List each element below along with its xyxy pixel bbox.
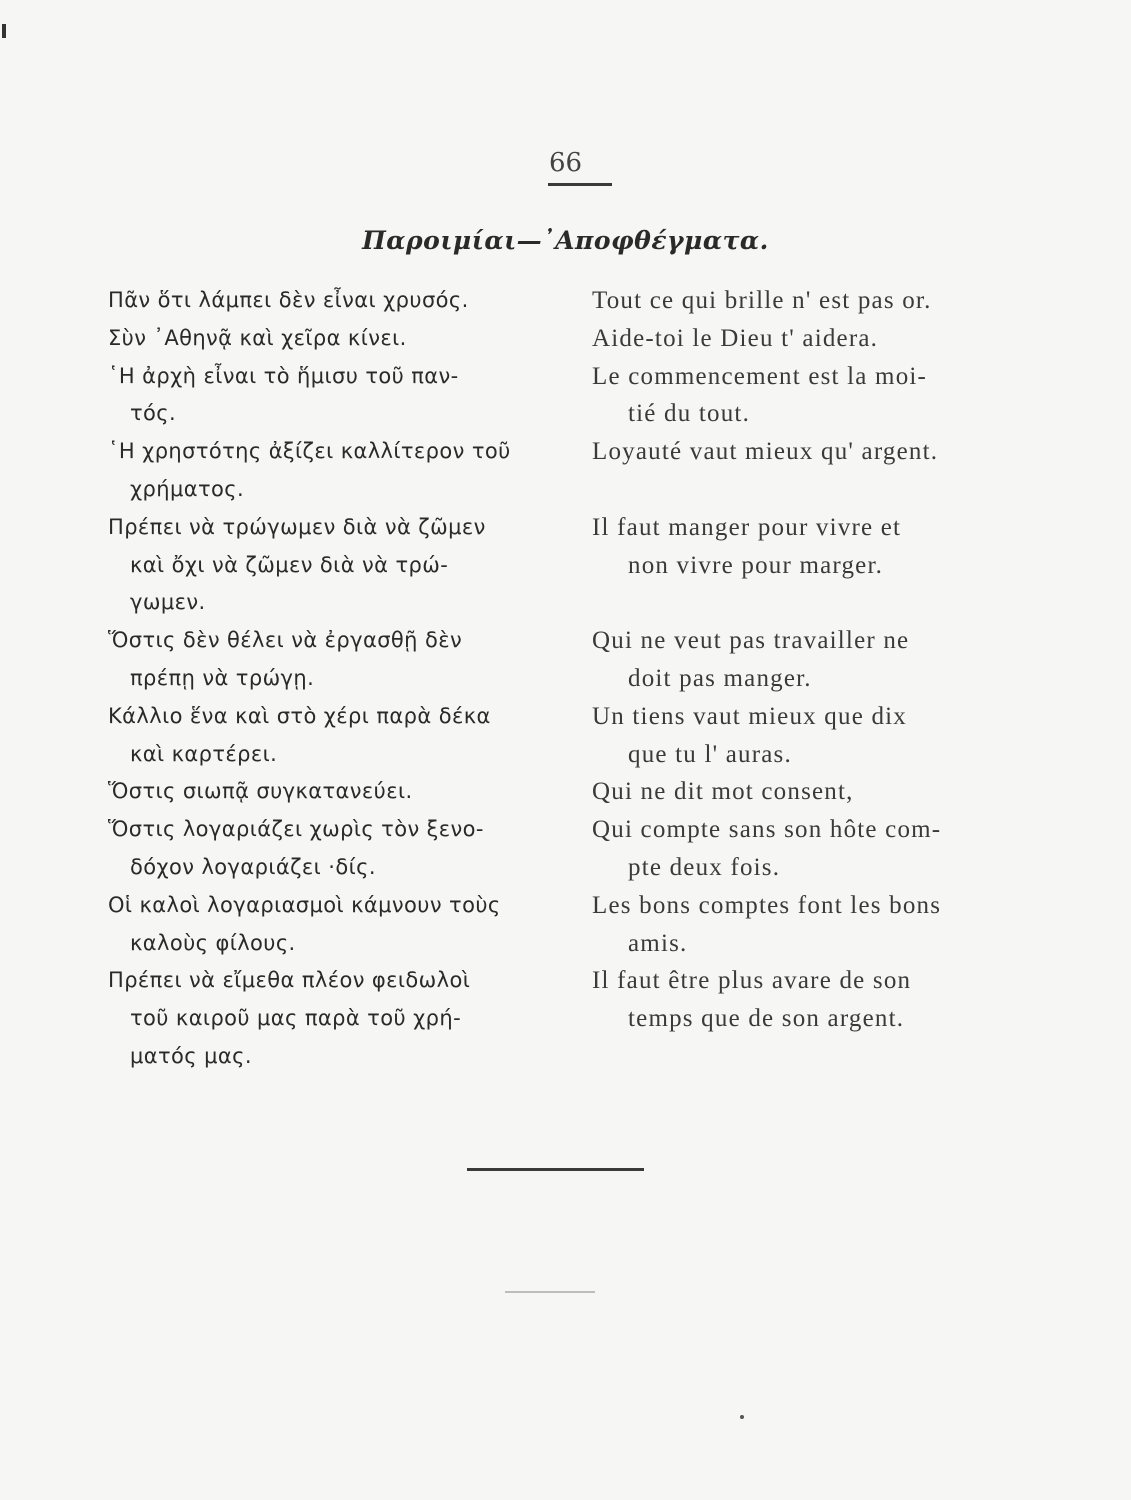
french-proverb-line: Il faut manger pour vivre et [592,513,902,541]
greek-proverb [108,773,568,811]
french-proverb-line: non vivre pour marger. [628,551,884,579]
french-proverb [592,962,1052,1075]
greek-proverb [108,698,568,774]
french-proverb-line: Qui ne dit mot consent, [592,778,854,806]
greek-proverb-line: Ὅστις λογαριάζει χωρὶς τὸν ξενο- [108,817,484,842]
greek-proverb-line: χρήματος. [130,476,245,501]
french-proverb-line: Loyauté vaut mieux qu' argent. [592,438,939,466]
greek-proverb [108,509,568,622]
greek-proverb-line: Ὅστις δὲν θέλει νὰ ἐργασθῇ δὲν [108,628,463,653]
greek-proverb-line: Κάλλιο ἕνα καὶ στὸ χέρι παρὰ δέκα [108,703,491,728]
page-title: Παροιμίαι—᾿Αποφθέγματα. [362,226,769,255]
french-proverb [592,773,1052,811]
greek-proverb-line: δόχον λογαριάζει ·δίς. [130,854,376,879]
french-proverb-line: Un tiens vaut mieux que dix [592,702,907,730]
french-proverb-line: doit pas manger. [628,664,812,692]
greek-proverb [108,811,568,887]
french-proverb [592,811,1052,887]
ink-dot [740,1415,744,1419]
greek-proverb-line: καλοὺς φίλους. [130,930,296,955]
greek-proverb-line: πρέπῃ νὰ τρώγῃ. [130,665,315,690]
greek-proverb-line: καὶ καρτέρει. [130,741,278,766]
french-proverb-line: temps que de son argent. [628,1005,905,1033]
french-proverb-line: pte deux fois. [628,853,781,881]
french-proverb [592,509,1052,622]
greek-proverb [108,358,568,434]
french-proverb-line [592,471,1052,509]
french-proverb [592,282,1052,320]
french-proverb-line: Il faut être plus avare de son [592,967,912,995]
header-rule [548,183,612,186]
greek-proverb-line: Πᾶν ὅτι λάμπει δὲν εἶναι χρυσός. [108,288,469,312]
greek-proverb [108,320,568,358]
greek-proverb-line: Ὅστις σιωπᾷ συγκατανεύει. [108,779,413,804]
french-proverb-line: Tout ce qui brille n' est pas or. [592,287,932,314]
greek-proverb [108,887,568,963]
greek-proverb-line: ῾Η ἀρχὴ εἶναι τὸ ἥμισυ τοῦ παν- [108,363,459,388]
french-proverb [592,698,1052,774]
faint-rule [505,1291,595,1293]
greek-proverb-line: τοῦ καιροῦ μας παρὰ τοῦ χρή- [130,1006,462,1031]
french-proverb-line [592,1038,1052,1076]
french-proverb [592,622,1052,698]
french-proverb-line: Qui compte sans son hôte com- [592,816,942,844]
french-proverb-line: tié du tout. [628,400,751,428]
greek-proverb-line: Σὺν ᾿Αθηνᾷ καὶ χεῖρα κίνει. [108,325,407,350]
french-proverb-line [592,584,1052,622]
greek-proverb-line: Πρέπει νὰ τρώγωμεν διὰ νὰ ζῶμεν [108,514,486,539]
greek-proverb-line: Οἱ καλοὶ λογαριασμοὶ κάμνουν τοὺς [108,892,501,917]
greek-proverb-line: ῾Η χρηστότης ἀξίζει καλλίτερον τοῦ [108,439,511,464]
greek-proverb-line: Πρέπει νὰ εἴμεθα πλέον φειδωλοὶ [108,968,471,993]
greek-proverb [108,433,568,509]
french-proverb [592,320,1052,358]
greek-proverb-line: τός. [130,401,177,426]
greek-proverb [108,282,568,320]
french-proverb-line: Qui ne veut pas travailler ne [592,627,910,655]
french-proverb [592,358,1052,434]
footer-rule [467,1168,644,1171]
french-proverb-line: Aide-toi le Dieu t' aidera. [592,324,879,352]
greek-proverb-line: ματός μας. [130,1043,252,1068]
page-number: 66 [548,148,583,178]
french-proverb [592,433,1052,509]
greek-proverb [108,962,568,1075]
greek-proverbs-column [108,282,568,1076]
french-proverbs-column [592,282,1052,1076]
french-proverb-line: amis. [628,929,688,957]
greek-proverb [108,622,568,698]
french-proverb-line: Le commencement est la moi- [592,362,928,390]
french-proverb [592,887,1052,963]
greek-proverb-line: καὶ ὄχι νὰ ζῶμεν διὰ νὰ τρώ- [130,552,449,577]
french-proverb-line: que tu l' auras. [628,740,792,768]
french-proverb-line: Les bons comptes font les bons [592,891,942,919]
greek-proverb-line: γωμεν. [130,590,206,615]
scan-mark [2,24,6,38]
